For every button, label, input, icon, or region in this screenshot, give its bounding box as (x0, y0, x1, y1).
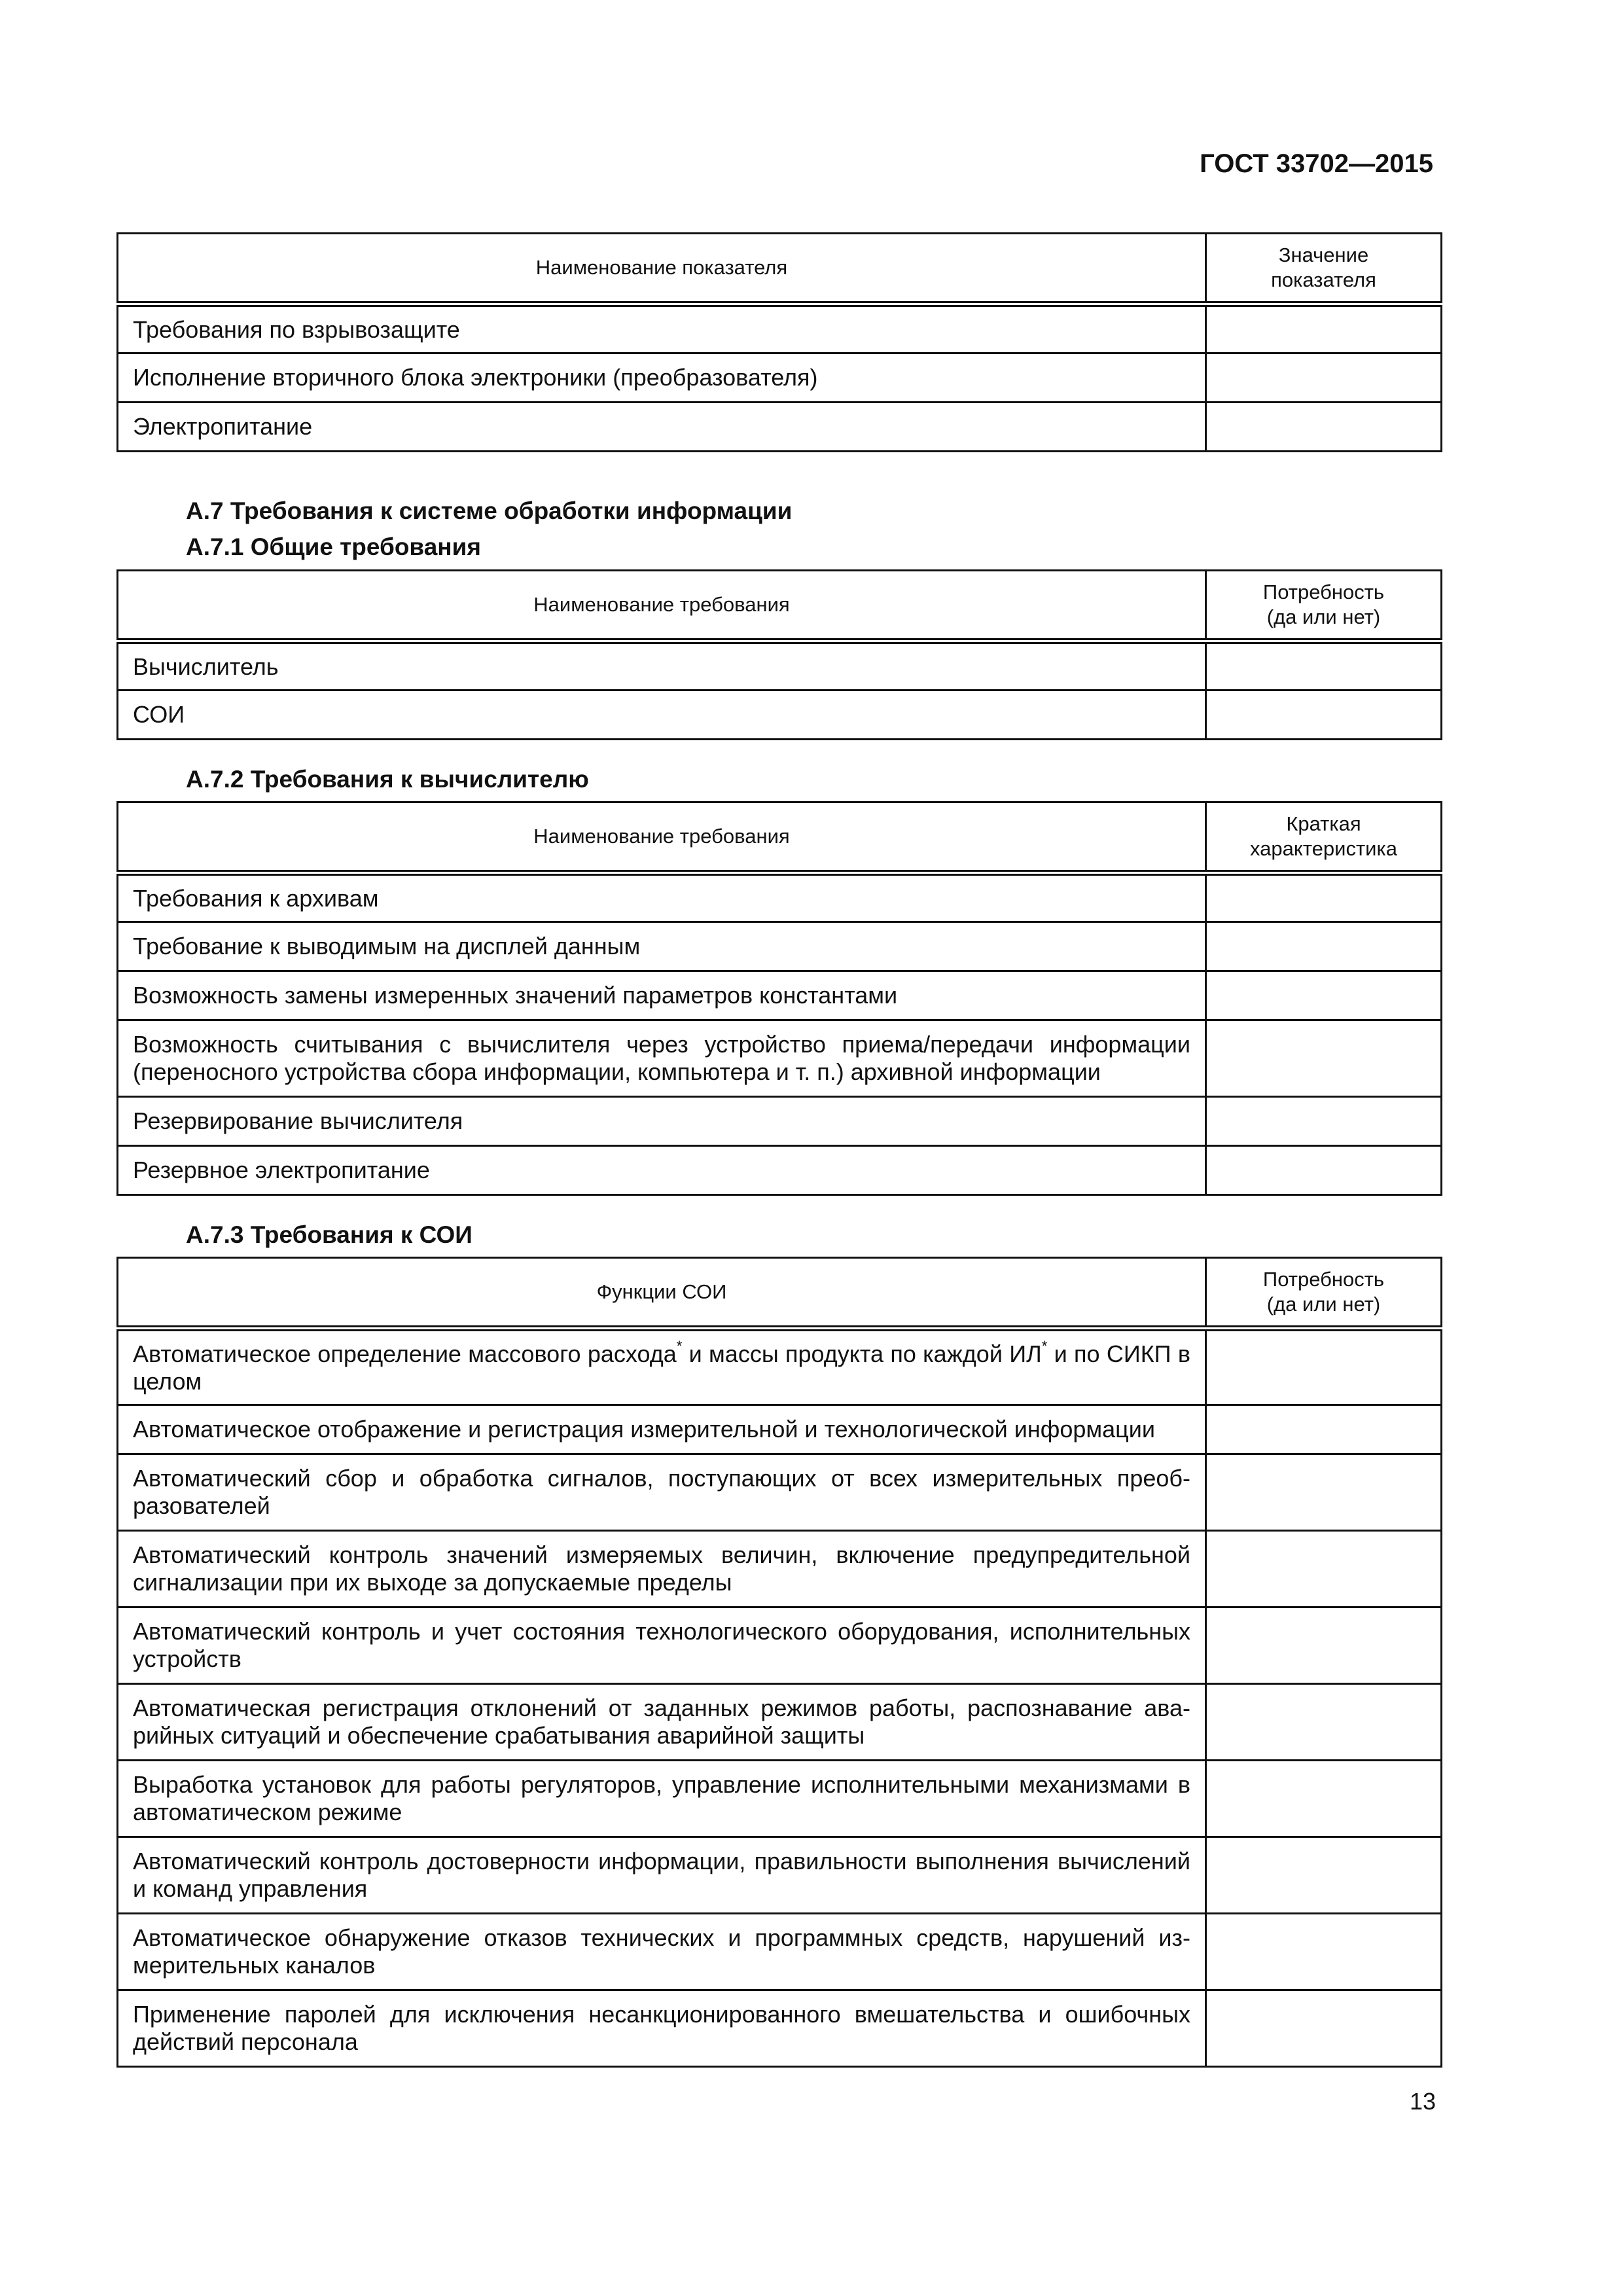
column-header-need: Потребность (да или нет) (1206, 1258, 1442, 1329)
page-number: 13 (1409, 2088, 1436, 2115)
section-heading-a72: А.7.2 Требования к вычислителю (186, 766, 589, 793)
table-row: Электропитание (118, 403, 1442, 452)
table-row: Резервное электропитание (118, 1146, 1442, 1195)
table-row: Требование к выводимым на дисплей данным (118, 922, 1442, 971)
footnote-mark: * (1041, 1337, 1048, 1354)
section-heading-a73: А.7.3 Требования к СОИ (186, 1221, 473, 1248)
section-heading-a71: А.7.1 Общие требования (186, 533, 481, 560)
value-cell[interactable] (1206, 1146, 1442, 1195)
value-cell[interactable] (1206, 403, 1442, 452)
table-row: Исполнение вторичного блока электроники (преобразователя) (118, 353, 1442, 403)
value-cell[interactable] (1206, 1990, 1442, 2067)
calculator-requirements-table (116, 801, 1442, 1196)
column-header-value: Значение показателя (1206, 234, 1442, 304)
table-row: СОИ (118, 691, 1442, 740)
value-cell[interactable] (1206, 1761, 1442, 1837)
table-row: Резервирование вычислителя (118, 1097, 1442, 1146)
column-header-name: Наименование требования (118, 802, 1206, 873)
table-row: Автоматический контроль достоверности информации, правильности выполнения вычислений и команд управления (118, 1837, 1442, 1914)
value-cell[interactable] (1206, 1607, 1442, 1684)
column-header-characteristic: Краткая характеристика (1206, 802, 1442, 873)
table-row: Автоматический сбор и обработка сигналов, поступающих от всех измерительных преобразователей (118, 1454, 1442, 1531)
footnote-mark: * (676, 1337, 683, 1354)
value-cell[interactable] (1206, 1684, 1442, 1761)
value-cell[interactable] (1206, 1405, 1442, 1454)
value-cell[interactable] (1206, 1329, 1442, 1405)
table-row: Требования по взрывозащите (118, 304, 1442, 353)
document-code: ГОСТ 33702—2015 (1200, 149, 1433, 178)
general-requirements-table (116, 569, 1442, 740)
value-cell[interactable] (1206, 353, 1442, 403)
table-row: Автоматический контроль значений измеряемых величин, включение предупредительной сигнализации при их выходе за допускаемые пределы (118, 1531, 1442, 1607)
value-cell[interactable] (1206, 1097, 1442, 1146)
table-row: Автоматическое обнаружение отказов технических и программных средств, нарушений измерительных каналов (118, 1914, 1442, 1990)
value-cell[interactable] (1206, 1454, 1442, 1531)
indicators-table (116, 232, 1442, 452)
section-heading-a7: А.7 Требования к системе обработки информации (186, 497, 793, 524)
column-header-name: Наименование требования (118, 571, 1206, 641)
table-row: Возможность считывания с вычислителя через устройство приема/передачи информации (переносного устройства сбора информации, компьютера и т. п.) архивной информации (118, 1020, 1442, 1097)
value-cell[interactable] (1206, 304, 1442, 353)
value-cell[interactable] (1206, 873, 1442, 922)
value-cell[interactable] (1206, 1020, 1442, 1097)
table-row: Вычислитель (118, 641, 1442, 691)
column-header-functions: Функции СОИ (118, 1258, 1206, 1329)
value-cell[interactable] (1206, 1837, 1442, 1914)
soi-functions-table (116, 1257, 1442, 2068)
table-row: Автоматический контроль и учет состояния технологического оборудования, исполнительных устройств (118, 1607, 1442, 1684)
table-row: Применение паролей для исключения несанкционированного вмешательства и ошибочных действий персонала (118, 1990, 1442, 2067)
table-row: Автоматическое определение массового расхода* и массы продукта по каждой ИЛ* и по СИКП в целом (118, 1329, 1442, 1405)
value-cell[interactable] (1206, 1914, 1442, 1990)
table-row: Требования к архивам (118, 873, 1442, 922)
column-header-name: Наименование показателя (118, 234, 1206, 304)
value-cell[interactable] (1206, 922, 1442, 971)
table-row: Автоматическое отображение и регистрация измерительной и технологической информации (118, 1405, 1442, 1454)
value-cell[interactable] (1206, 971, 1442, 1020)
value-cell[interactable] (1206, 691, 1442, 740)
table-row: Возможность замены измеренных значений параметров константами (118, 971, 1442, 1020)
table-row: Выработка установок для работы регуляторов, управление исполнительными механизмами в автоматическом режиме (118, 1761, 1442, 1837)
value-cell[interactable] (1206, 1531, 1442, 1607)
table-row: Автоматическая регистрация отклонений от заданных режимов работы, распознавание аварийных ситуаций и обеспечение срабатывания аварийной защиты (118, 1684, 1442, 1761)
column-header-need: Потребность (да или нет) (1206, 571, 1442, 641)
value-cell[interactable] (1206, 641, 1442, 691)
